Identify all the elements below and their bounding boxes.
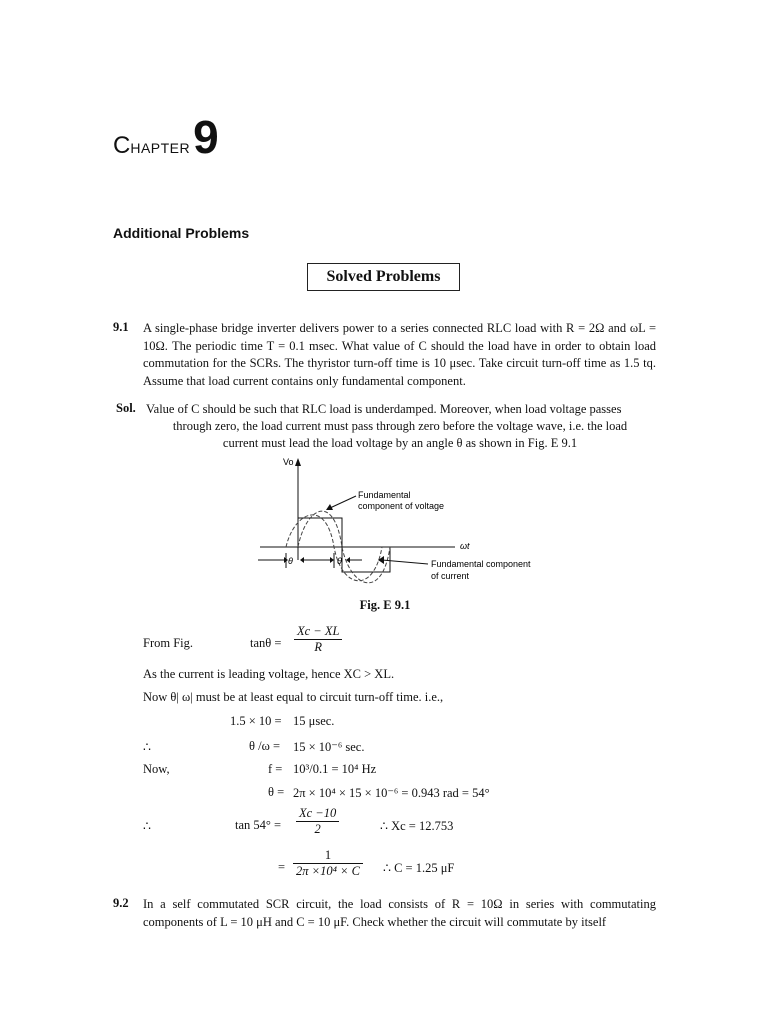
eq3-rhs: 10³/0.1 = 10⁴ Hz <box>293 762 377 776</box>
square-wave <box>298 518 390 572</box>
tan-lhs: tanθ = <box>250 636 282 650</box>
solution-line-1: Value of C should be such that RLC load is underdamped. Moreover, when load voltage passes <box>146 402 622 416</box>
annotation-voltage-line1: Fundamental <box>358 490 411 500</box>
annotation-current-pointer <box>382 560 428 564</box>
annotation-voltage-line2: component of voltage <box>358 501 445 511</box>
problem-number: 9.1 <box>113 320 129 334</box>
chapter-heading <box>113 110 219 164</box>
solution-label: Sol. <box>116 401 136 415</box>
eq6-lhs: = <box>278 860 286 874</box>
figure-caption: Fig. E 9.1 <box>359 598 411 612</box>
tan-denominator: R <box>314 640 323 654</box>
section-title: Additional Problems <box>113 225 250 241</box>
problem-text-2: In a self commutated SCR circuit, the load consists of R = 10Ω in series with commutating components of L = 10 μH and C = 10 μF. Check whether the circuit will commutate by itself <box>143 897 656 929</box>
eq2-lhs: θ /ω = <box>249 739 280 753</box>
theta-label-right: θ <box>337 556 342 566</box>
eq2-rhs: 15 × 10⁻⁶ sec. <box>293 740 365 754</box>
current-fundamental-wave <box>286 515 382 581</box>
eq5-result: ∴ Xc = 12.753 <box>380 819 454 833</box>
chapter-number: 9 <box>193 111 219 163</box>
eq1-rhs: 15 μsec. <box>293 714 335 728</box>
chapter-word-initial: C <box>113 132 131 159</box>
leading-text: As the current is leading voltage, hence XC > XL. <box>143 667 395 681</box>
chapter-word-rest: HAPTER <box>130 140 191 156</box>
from-fig-label: From Fig. <box>143 636 194 650</box>
annotation-current-line1: Fundamental component <box>431 559 531 569</box>
annotation-current-line2: of current <box>431 571 470 581</box>
solution-line-2: through zero, the load current must pass through zero before the voltage wave, i.e. the load <box>172 419 628 433</box>
problem-number-2: 9.2 <box>113 896 129 910</box>
eq4-lhs: θ = <box>268 785 285 799</box>
theta-dim-arrow-left-icon <box>300 557 304 563</box>
x-axis-label: ωt <box>460 541 470 551</box>
eq5-numerator: Xc −10 <box>296 806 339 822</box>
y-axis-label: Vo <box>283 457 294 467</box>
solution-line-3: current must lead the load voltage by an angle θ as shown in Fig. E 9.1 <box>222 436 578 450</box>
y-axis-arrow-icon <box>295 458 301 466</box>
eq5-lhs: tan 54° = <box>235 818 282 832</box>
waveform-figure <box>250 452 560 597</box>
eq6-numerator: 1 <box>293 848 363 864</box>
tan-fraction <box>294 624 342 655</box>
now-text: Now θ| ω| must be at least equal to circuit turn-off time. i.e., <box>143 690 444 704</box>
eq6-denominator: 2π ×10⁴ × C <box>296 864 360 878</box>
eq4-rhs: 2π × 10⁴ × 15 × 10⁻⁶ = 0.943 rad = 54° <box>293 786 490 800</box>
solved-problems-box: Solved Problems <box>307 263 460 291</box>
problem-text: A single-phase bridge inverter delivers power to a series connected RLC load with R = 2Ω and ωL = 10Ω. The periodic time T = 0.1 msec. What value of C should the load have in order to obtain load commutation for the SCRs. The thyristor turn-off time is 10 μsec. Take circuit turn-off time as 1.5 tq. Assume that load current contains only fundamental component. <box>143 321 656 388</box>
theta-label-left: θ <box>288 556 293 566</box>
eq6-fraction <box>293 848 363 879</box>
eq6-result: ∴ C = 1.25 μF <box>383 861 455 875</box>
eq1-lhs: 1.5 × 10 = <box>230 714 282 728</box>
eq3-lhs: f = <box>268 762 283 776</box>
eq5-denominator: 2 <box>314 822 321 836</box>
annotation-voltage-pointer <box>330 496 356 508</box>
tan-numerator: Xc − XL <box>294 624 342 640</box>
annotation-current-arrow-icon <box>378 556 384 564</box>
therefore-symbol-2: ∴ <box>143 819 151 833</box>
therefore-symbol-1: ∴ <box>143 740 151 754</box>
theta-dim-arrow-right-icon <box>330 557 334 563</box>
eq5-fraction <box>296 806 339 837</box>
now-label: Now, <box>143 762 170 776</box>
